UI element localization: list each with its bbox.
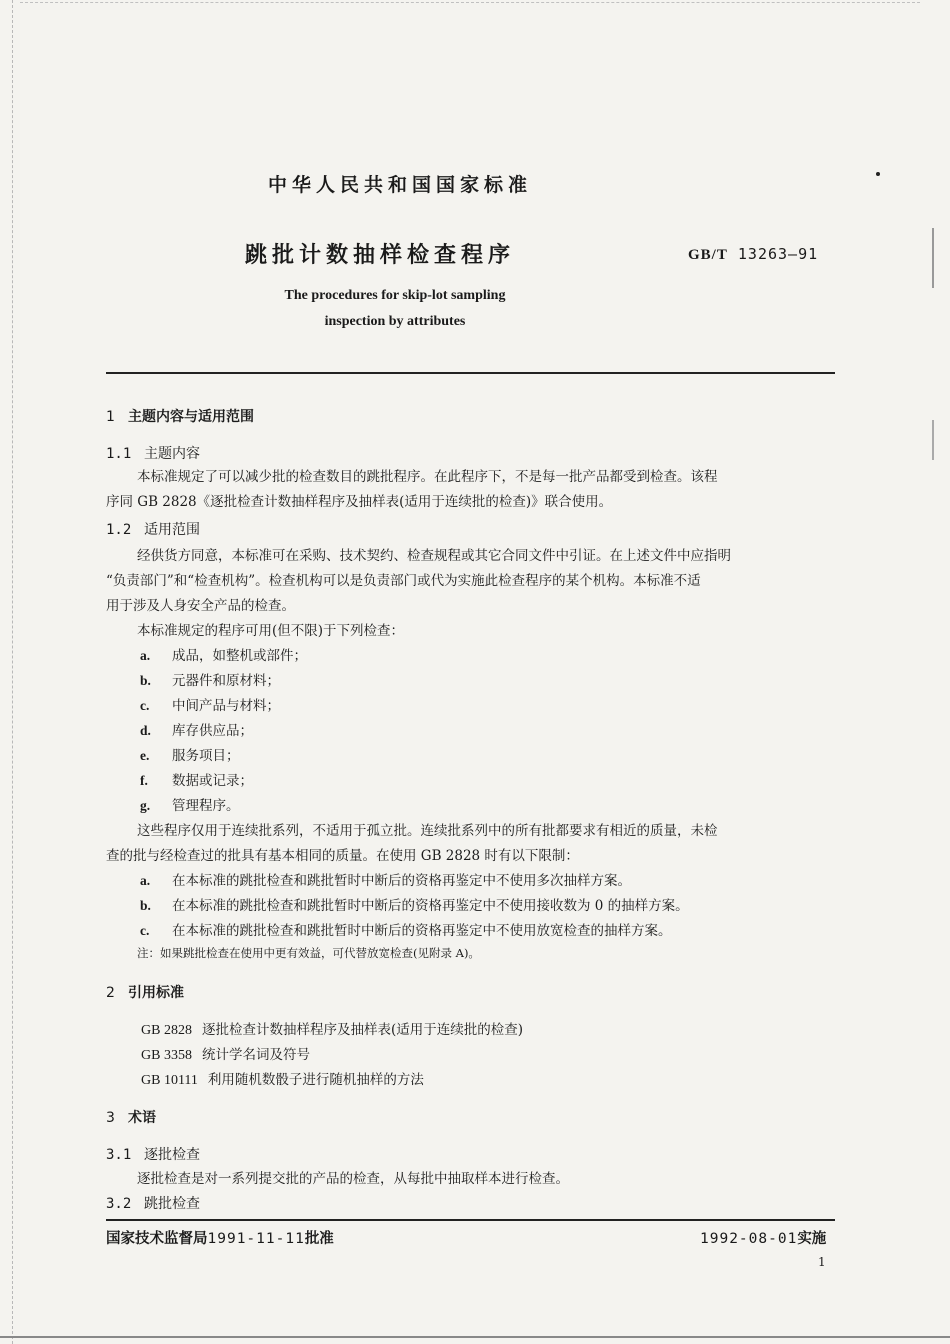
footer-rule	[106, 1219, 835, 1221]
section-title: 主题内容与适用范围	[128, 409, 254, 425]
subsection-number: 3.1	[106, 1147, 132, 1163]
standard-number	[688, 245, 818, 264]
list-marker: c.	[140, 698, 150, 713]
english-title-line-2: inspection by attributes	[324, 314, 466, 329]
scan-speck	[876, 172, 880, 176]
scan-edge-top	[20, 2, 920, 4]
list-text: 成品，如整机或部件；	[172, 648, 307, 664]
page-number: 1	[818, 1255, 826, 1269]
reference-item	[141, 1018, 523, 1039]
list-marker: g.	[140, 798, 151, 813]
list-text: 中间产品与材料；	[172, 698, 280, 714]
section-title: 术语	[128, 1110, 156, 1126]
paragraph-line: 逐批检查是对一系列提交批的产品的检查，从每批中抽取样本进行检查。	[137, 1171, 569, 1187]
reference-item	[141, 1043, 310, 1064]
limit-item	[140, 869, 631, 889]
reference-title: 利用随机数骰子进行随机抽样的方法	[207, 1072, 424, 1088]
subsection-title: 适用范围	[144, 522, 200, 538]
paragraph-line: 本标准规定的程序可用(但不限)于下列检查：	[137, 623, 405, 639]
paragraph-line: 这些程序仅用于连续批系列，不适用于孤立批。连续批系列中的所有批都要求有相近的质量，未检	[137, 823, 718, 839]
section-3-heading	[106, 1107, 156, 1127]
section-title: 引用标准	[128, 985, 184, 1001]
approval-line	[106, 1227, 334, 1248]
section-number: 1	[106, 409, 115, 425]
list-item	[140, 744, 240, 764]
list-text: 数据或记录；	[172, 773, 253, 789]
english-title-line-1: The procedures for skip-lot sampling	[284, 288, 506, 303]
subsection-title: 主题内容	[144, 446, 200, 462]
list-item	[140, 669, 280, 689]
issuer-name: 国家技术监督局	[106, 1231, 208, 1247]
list-item	[140, 694, 280, 714]
subsection-1-1-heading	[106, 443, 200, 463]
reference-item	[141, 1068, 424, 1089]
list-text: 服务项目；	[172, 748, 240, 764]
subsection-number: 3.2	[106, 1196, 132, 1212]
list-marker: b.	[140, 898, 151, 913]
scan-edge-right	[932, 420, 934, 460]
paragraph-line: 经供货方同意，本标准可在采购、技术契约、检查规程或其它合同文件中引证。在上述文件中应指明	[137, 548, 731, 564]
limit-item	[140, 894, 689, 914]
list-marker: d.	[140, 723, 151, 738]
list-text: 库存供应品；	[172, 723, 253, 739]
list-item	[140, 719, 253, 739]
list-text: 元器件和原材料；	[172, 673, 280, 689]
implementation-word: 实施	[797, 1231, 827, 1247]
list-marker: b.	[140, 673, 151, 688]
paragraph-line: 本标准规定了可以减少批的检查数目的跳批程序。在此程序下，不是每一批产品都受到检查。该程	[137, 469, 718, 485]
list-item	[140, 794, 240, 814]
section-2-heading	[106, 982, 184, 1002]
list-text: 管理程序。	[172, 798, 240, 814]
section-number: 3	[106, 1110, 115, 1126]
note-text: 注：如果跳批检查在使用中更有效益，可代替放宽检查(见附录 A)。	[137, 946, 480, 960]
paragraph-line: 序同 GB 2828《逐批检查计数抽样程序及抽样表(适用于连续批的检查)》联合使用。	[106, 494, 613, 510]
list-marker: e.	[140, 748, 150, 763]
reference-title: 统计学名词及符号	[201, 1047, 310, 1063]
org-name: 中华人民共和国国家标准	[267, 174, 532, 196]
list-item	[140, 644, 307, 664]
list-item	[140, 769, 253, 789]
list-marker: f.	[140, 773, 148, 788]
scan-edge-left	[12, 0, 14, 1344]
list-text: 在本标准的跳批检查和跳批暂时中断后的资格再鉴定中不使用放宽检查的抽样方案。	[172, 923, 672, 939]
reference-title: 逐批检查计数抽样程序及抽样表(适用于连续批的检查)	[201, 1022, 523, 1038]
subsection-number: 1.2	[106, 522, 132, 538]
issue-word: 批准	[304, 1231, 334, 1247]
section-number: 2	[106, 985, 115, 1001]
scan-edge-right	[932, 228, 934, 288]
list-text: 在本标准的跳批检查和跳批暂时中断后的资格再鉴定中不使用接收数为 0 的抽样方案。	[172, 898, 689, 914]
implementation-line	[700, 1227, 826, 1248]
standard-title: 跳批计数抽样检查程序	[245, 243, 516, 268]
limit-item	[140, 919, 672, 939]
list-text: 在本标准的跳批检查和跳批暂时中断后的资格再鉴定中不使用多次抽样方案。	[172, 873, 631, 889]
list-marker: a.	[140, 873, 151, 888]
subsection-3-1-heading	[106, 1144, 200, 1164]
standard-prefix: GB/T	[688, 247, 728, 263]
paragraph-line: 查的批与经检查过的批具有基本相同的质量。在使用 GB 2828 时有以下限制：	[106, 848, 579, 864]
scan-edge-bottom	[0, 1336, 950, 1338]
subsection-title: 逐批检查	[144, 1147, 200, 1163]
reference-code: GB 10111	[141, 1073, 198, 1088]
subsection-1-2-heading	[106, 519, 200, 539]
reference-code: GB 2828	[141, 1023, 192, 1038]
paragraph-line: 用于涉及人身安全产品的检查。	[106, 598, 295, 614]
subsection-title: 跳批检查	[144, 1196, 200, 1212]
header-rule	[106, 372, 835, 374]
list-marker: a.	[140, 648, 151, 663]
issue-date: 1991-11-11	[207, 1231, 305, 1247]
subsection-number: 1.1	[106, 446, 132, 462]
subsection-3-2-heading	[106, 1193, 200, 1213]
paragraph-line: “负责部门”和“检查机构”。检查机构可以是负责部门或代为实施此检查程序的某个机构。本标准不适	[106, 573, 701, 589]
section-1-heading	[106, 406, 254, 426]
list-marker: c.	[140, 923, 150, 938]
implementation-date: 1992-08-01	[700, 1231, 798, 1247]
reference-code: GB 3358	[141, 1048, 192, 1063]
standard-code: 13263—91	[737, 245, 819, 263]
